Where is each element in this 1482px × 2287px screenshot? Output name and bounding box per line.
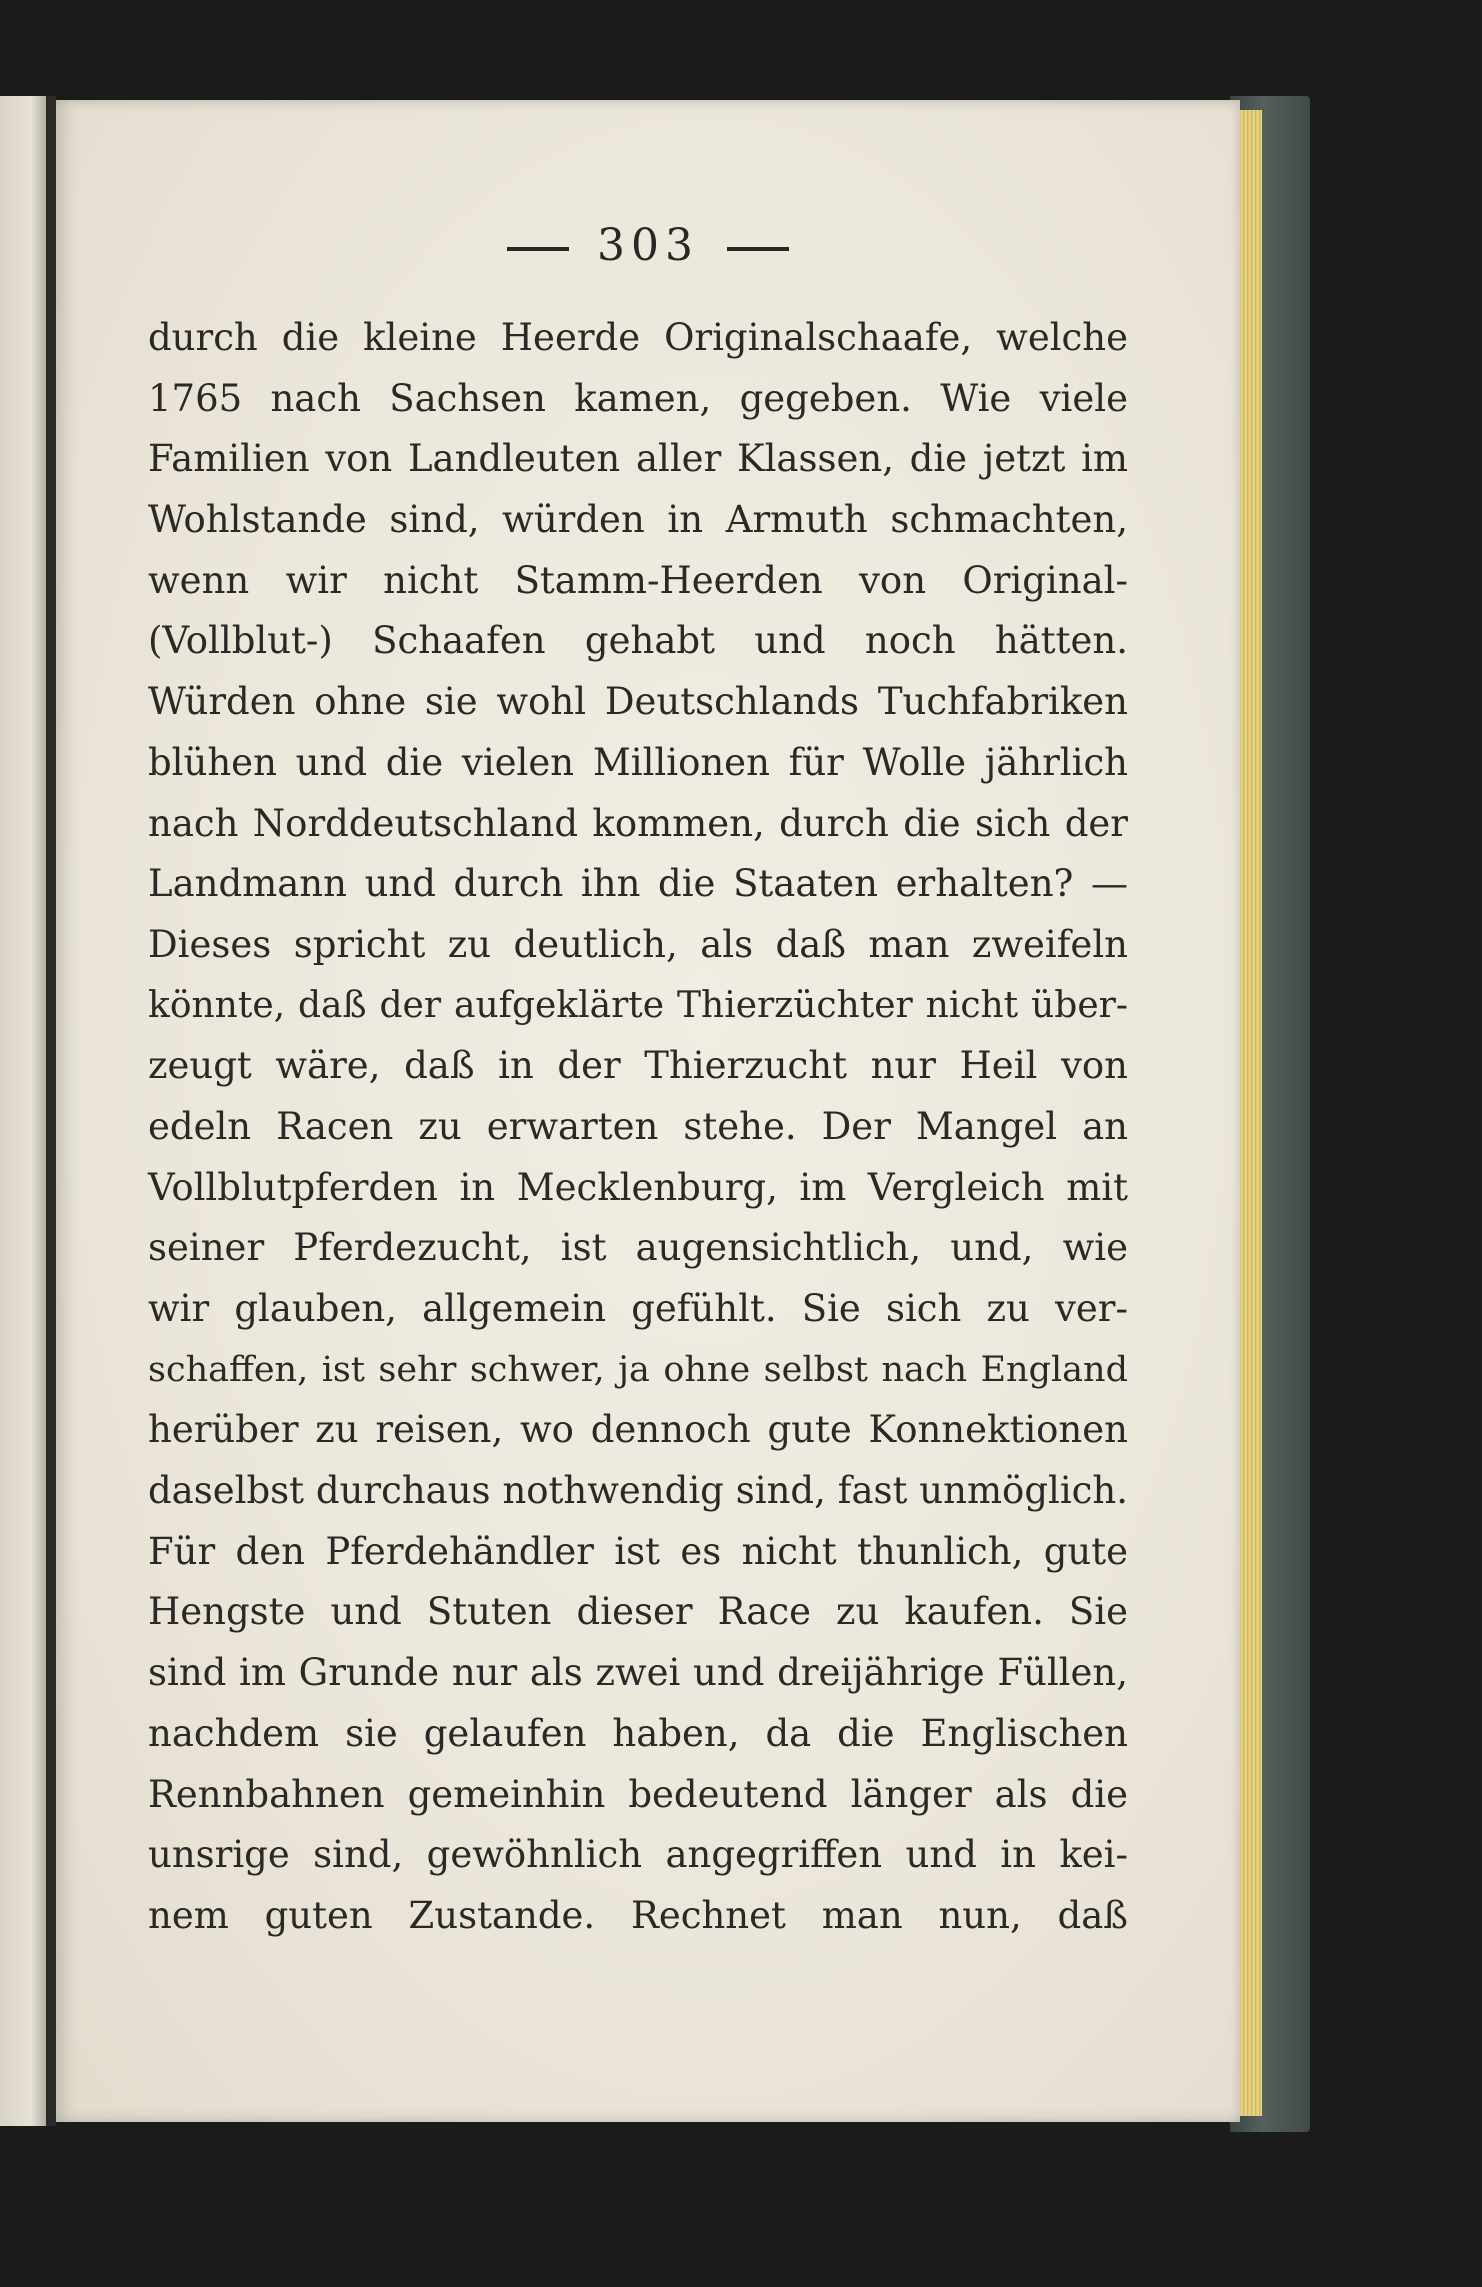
- text-line: (Vollblut-) Schaafen gehabt und noch hätten.: [148, 619, 1128, 663]
- text-line: blühen und die vielen Millionen für Wolle jährlich: [148, 740, 1128, 784]
- left-page-edge: [0, 96, 52, 2126]
- page-header: [56, 220, 1240, 271]
- text-line: Dieses spricht zu deutlich, als daß man zweifeln: [148, 922, 1128, 966]
- text-line: nem guten Zustande. Rechnet man nun, daß: [148, 1893, 1128, 1937]
- text-line: Für den Pferdehändler ist es nicht thunlich, gute: [148, 1529, 1128, 1573]
- text-line: herüber zu reisen, wo dennoch gute Konnektionen: [148, 1408, 1128, 1452]
- page-number: 303: [597, 220, 699, 271]
- text-line: Vollblutpferden in Mecklenburg, im Vergleich mit: [148, 1165, 1128, 1209]
- text-line: edeln Racen zu erwarten stehe. Der Mangel an: [148, 1104, 1128, 1148]
- text-line: sind im Grunde nur als zwei und dreijährige Füllen,: [148, 1651, 1128, 1695]
- text-line: nach Norddeutschland kommen, durch die sich der: [148, 801, 1128, 845]
- text-line: daselbst durchaus nothwendig sind, fast unmöglich.: [148, 1469, 1128, 1513]
- text-line: könnte, daß der aufgeklärte Thierzüchter nicht über-: [148, 984, 1128, 1026]
- text-line: Landmann und durch ihn die Staaten erhalten? —: [148, 862, 1128, 906]
- text-line: Würden ohne sie wohl Deutschlands Tuchfabriken: [148, 680, 1128, 724]
- text-line: 1765 nach Sachsen kamen, gegeben. Wie viele: [148, 376, 1128, 420]
- text-line: durch die kleine Heerde Originalschaafe, welche: [148, 316, 1128, 359]
- text-line: wenn wir nicht Stamm-Heerden von Original-: [148, 558, 1128, 602]
- header-dash-right: [727, 247, 789, 251]
- text-line: Familien von Landleuten aller Klassen, die jetzt im: [148, 437, 1128, 481]
- header-dash-left: [507, 247, 569, 251]
- text-line: Hengste und Stuten dieser Race zu kaufen. Sie: [148, 1590, 1128, 1634]
- text-line: schaffen, ist sehr schwer, ja ohne selbst nach England: [148, 1349, 1128, 1390]
- book-page: [56, 100, 1240, 2122]
- text-line: unsrige sind, gewöhnlich angegriffen und in kei-: [148, 1833, 1128, 1877]
- text-line: seiner Pferdezucht, ist augensichtlich, und, wie: [148, 1226, 1128, 1270]
- body-text: [148, 308, 1128, 1947]
- text-line: Rennbahnen gemeinhin bedeutend länger als die: [148, 1772, 1128, 1816]
- text-line: nachdem sie gelaufen haben, da die Englischen: [148, 1711, 1128, 1755]
- text-line: Wohlstande sind, würden in Armuth schmachten,: [148, 498, 1128, 542]
- gutter-shadow: [46, 96, 56, 2126]
- text-line: wir glauben, allgemein gefühlt. Sie sich zu ver-: [148, 1287, 1128, 1330]
- text-line: zeugt wäre, daß in der Thierzucht nur Heil von: [148, 1044, 1128, 1088]
